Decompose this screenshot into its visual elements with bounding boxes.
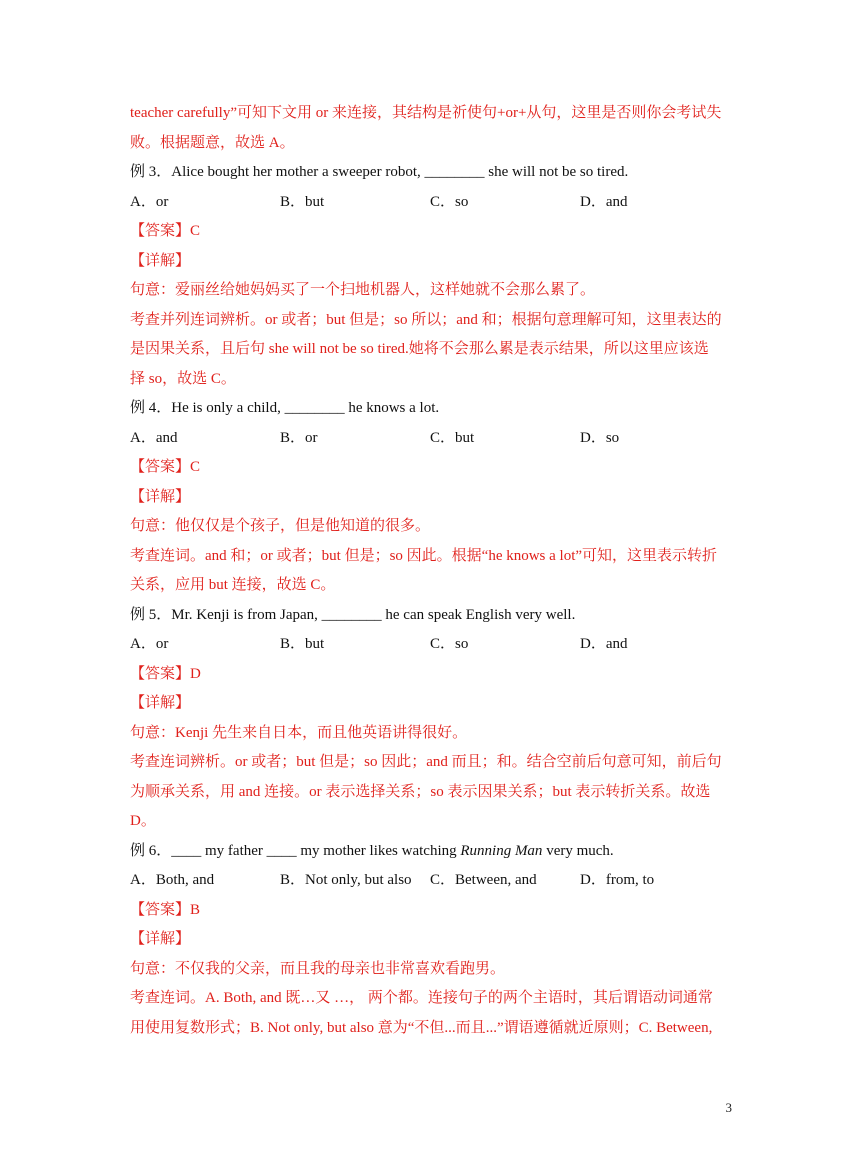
- ex6-option-d: D．from, to: [580, 872, 655, 888]
- ex4-option-c: C．but: [430, 430, 475, 446]
- ex5-analysis-3: D。: [130, 813, 156, 829]
- ex3-analysis-3: 择 so，故选 C。: [130, 371, 236, 387]
- ex3-analysis-2: 是因果关系，且后句 she will not be so tired.她将不会那么累是表示结果，所以这里应该选: [130, 341, 709, 357]
- ex5-answer: 【答案】D: [130, 666, 201, 682]
- ex5-option-a: A．or: [130, 636, 169, 652]
- ex5-meaning: 句意：Kenji 先生来自日本，而且他英语讲得很好。: [130, 725, 468, 741]
- ex6-detail-label: 【详解】: [130, 931, 191, 947]
- ex4-detail-label: 【详解】: [130, 489, 191, 505]
- ex6-analysis-1: 考查连词。A. Both, and 既…又 …， 两个都。连接句子的两个主语时，其后谓语动词通常: [130, 990, 713, 1006]
- intro-line-1: teacher carefully”可知下文用 or 来连接，其结构是祈使句+or+从句，这里是否则你会考试失: [130, 105, 722, 121]
- ex4-option-b: B．or: [280, 430, 318, 446]
- ex4-answer: 【答案】C: [130, 459, 201, 475]
- ex6-question: [130, 841, 730, 861]
- ex3-meaning: 句意：爱丽丝给她妈妈买了一个扫地机器人，这样她就不会那么累了。: [130, 282, 596, 298]
- ex4-analysis-1: 考查连词。and 和；or 或者；but 但是；so 因此。根据“he knows a lot”可知，这里表示转折: [130, 548, 718, 564]
- ex4-option-d: D．so: [580, 430, 620, 446]
- intro-line-2: 败。根据题意，故选 A。: [130, 135, 295, 151]
- ex6-meaning: 句意：不仅我的父亲，而且我的母亲也非常喜欢看跑男。: [130, 961, 506, 977]
- ex6-option-a: A．Both, and: [130, 872, 215, 888]
- ex4-analysis-2: 关系，应用 but 连接，故选 C。: [130, 577, 336, 593]
- ex5-question: 例 5．Mr. Kenji is from Japan, ________ he can speak English very well.: [130, 607, 576, 623]
- ex3-detail-label: 【详解】: [130, 253, 191, 269]
- ex3-answer: 【答案】C: [130, 223, 201, 239]
- ex5-option-b: B．but: [280, 636, 325, 652]
- ex3-option-a: A．or: [130, 194, 169, 210]
- ex6-option-b: B．Not only, but also: [280, 872, 412, 888]
- ex5-detail-label: 【详解】: [130, 695, 191, 711]
- ex3-option-b: B．but: [280, 194, 325, 210]
- ex3-question: 例 3．Alice bought her mother a sweeper robot, ________ she will not be so tired.: [130, 164, 629, 180]
- ex3-option-c: C．so: [430, 194, 469, 210]
- ex6-answer: 【答案】B: [130, 902, 201, 918]
- ex6-question-title: Running Man: [460, 843, 543, 859]
- ex6-question-pre: 例 6．____ my father ____ my mother likes watching: [130, 843, 461, 859]
- ex4-meaning: 句意：他仅仅是个孩子，但是他知道的很多。: [130, 518, 431, 534]
- ex5-analysis-1: 考查连词辨析。or 或者；but 但是；so 因此；and 而且；和。结合空前后句意可知，前后句: [130, 754, 722, 770]
- ex6-analysis-2: 用使用复数形式；B. Not only, but also 意为“不但...而且...”谓语遵循就近原则；C. Between,: [130, 1020, 713, 1036]
- ex5-analysis-2: 为顺承关系，用 and 连接。or 表示选择关系；so 表示因果关系；but 表示转折关系。故选: [130, 784, 711, 800]
- page-number: 3: [725, 1100, 732, 1115]
- ex5-option-d: D．and: [580, 636, 628, 652]
- ex4-option-a: A．and: [130, 430, 178, 446]
- ex6-question-post: very much.: [542, 843, 614, 859]
- ex3-option-d: D．and: [580, 194, 628, 210]
- ex4-question: 例 4．He is only a child, ________ he knows a lot.: [130, 400, 440, 416]
- ex3-analysis-1: 考查并列连词辨析。or 或者；but 但是；so 所以；and 和；根据句意理解可知，这里表达的: [130, 312, 722, 328]
- ex6-option-c: C．Between, and: [430, 872, 537, 888]
- ex5-option-c: C．so: [430, 636, 469, 652]
